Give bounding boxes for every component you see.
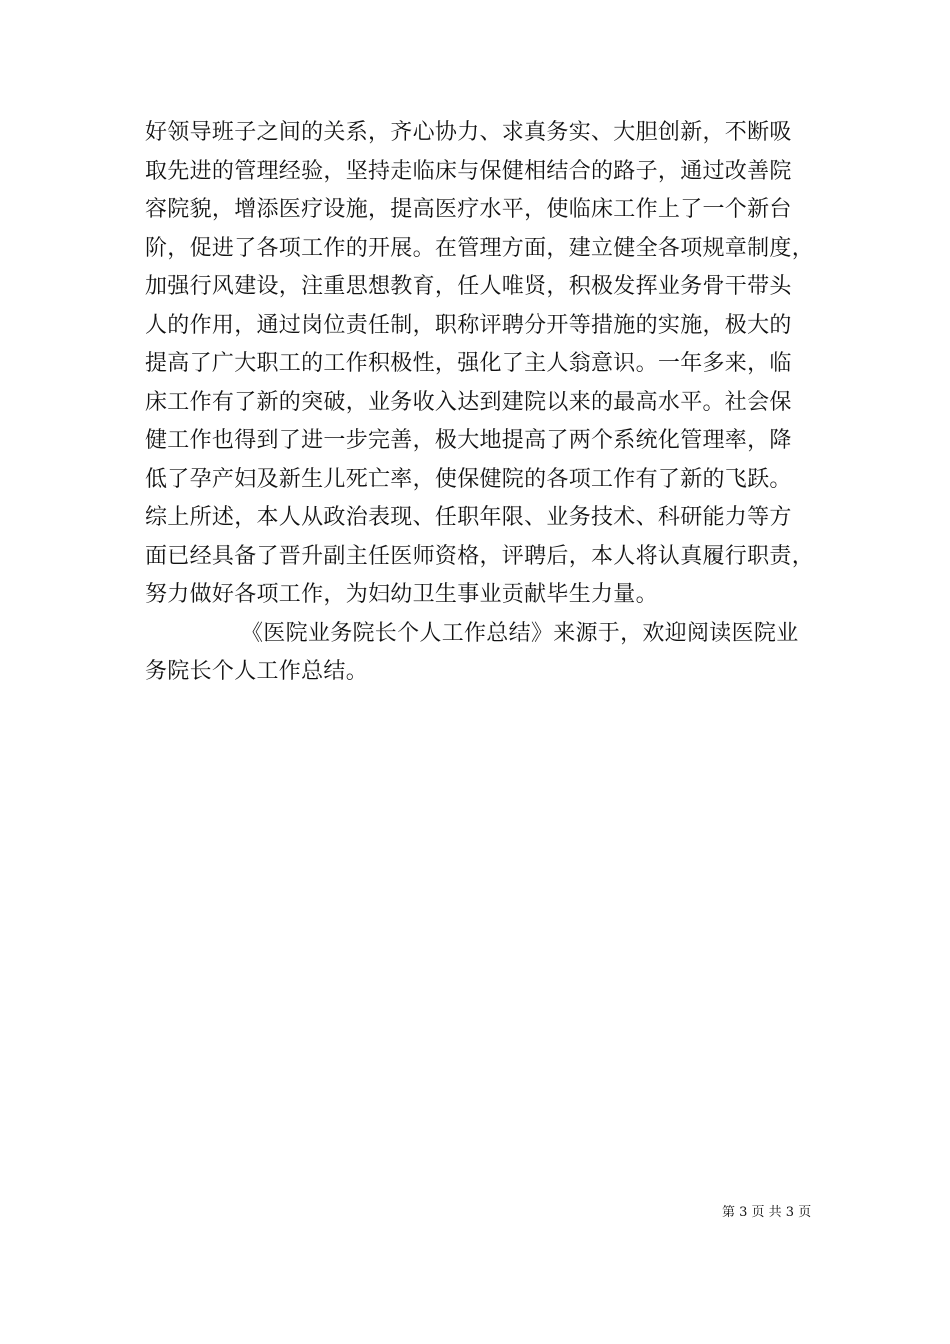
text-line: 努力做好各项工作，为妇幼卫生事业贡献毕生力量。 (145, 582, 658, 607)
text-line: 《医院业务院长个人工作总结》来源于，欢迎阅读医院业 (241, 620, 799, 646)
text-line: 阶，促进了各项工作的开展。在管理方面，建立健全各项规章制度， (145, 235, 815, 261)
text-line: 低了孕产妇及新生儿死亡率，使保健院的各项工作有了新的飞跃。 (145, 466, 792, 492)
text-line: 综上所述，本人从政治表现、任职年限、业务技术、科研能力等方 (145, 505, 792, 530)
text-line: 容院貌，增添医疗设施，提高医疗水平，使临床工作上了一个新台 (145, 197, 792, 222)
text-line: 健工作也得到了进一步完善，极大地提高了两个系统化管理率，降 (145, 428, 792, 453)
text-line: 面已经具备了晋升副主任医师资格，评聘后，本人将认真履行职责， (145, 543, 815, 569)
text-line: 人的作用，通过岗位责任制，职称评聘分开等措施的实施，极大的 (145, 312, 792, 338)
text-line: 取先进的管理经验，坚持走临床与保健相结合的路子，通过改善院 (145, 158, 792, 184)
page-number-footer: 第 3 页 共 3 页 (722, 1205, 812, 1220)
text-line: 床工作有了新的突破，业务收入达到建院以来的最高水平。社会保 (145, 389, 792, 415)
text-line: 加强行风建设，注重思想教育，任人唯贤，积极发挥业务骨干带头 (145, 274, 792, 299)
text-line: 务院长个人工作总结。 (145, 659, 369, 684)
text-line: 好领导班子之间的关系，齐心协力、求真务实、大胆创新，不断吸 (145, 120, 792, 145)
body-text (145, 114, 845, 692)
text-line: 提高了广大职工的工作积极性，强化了主人翁意识。一年多来，临 (145, 351, 792, 376)
